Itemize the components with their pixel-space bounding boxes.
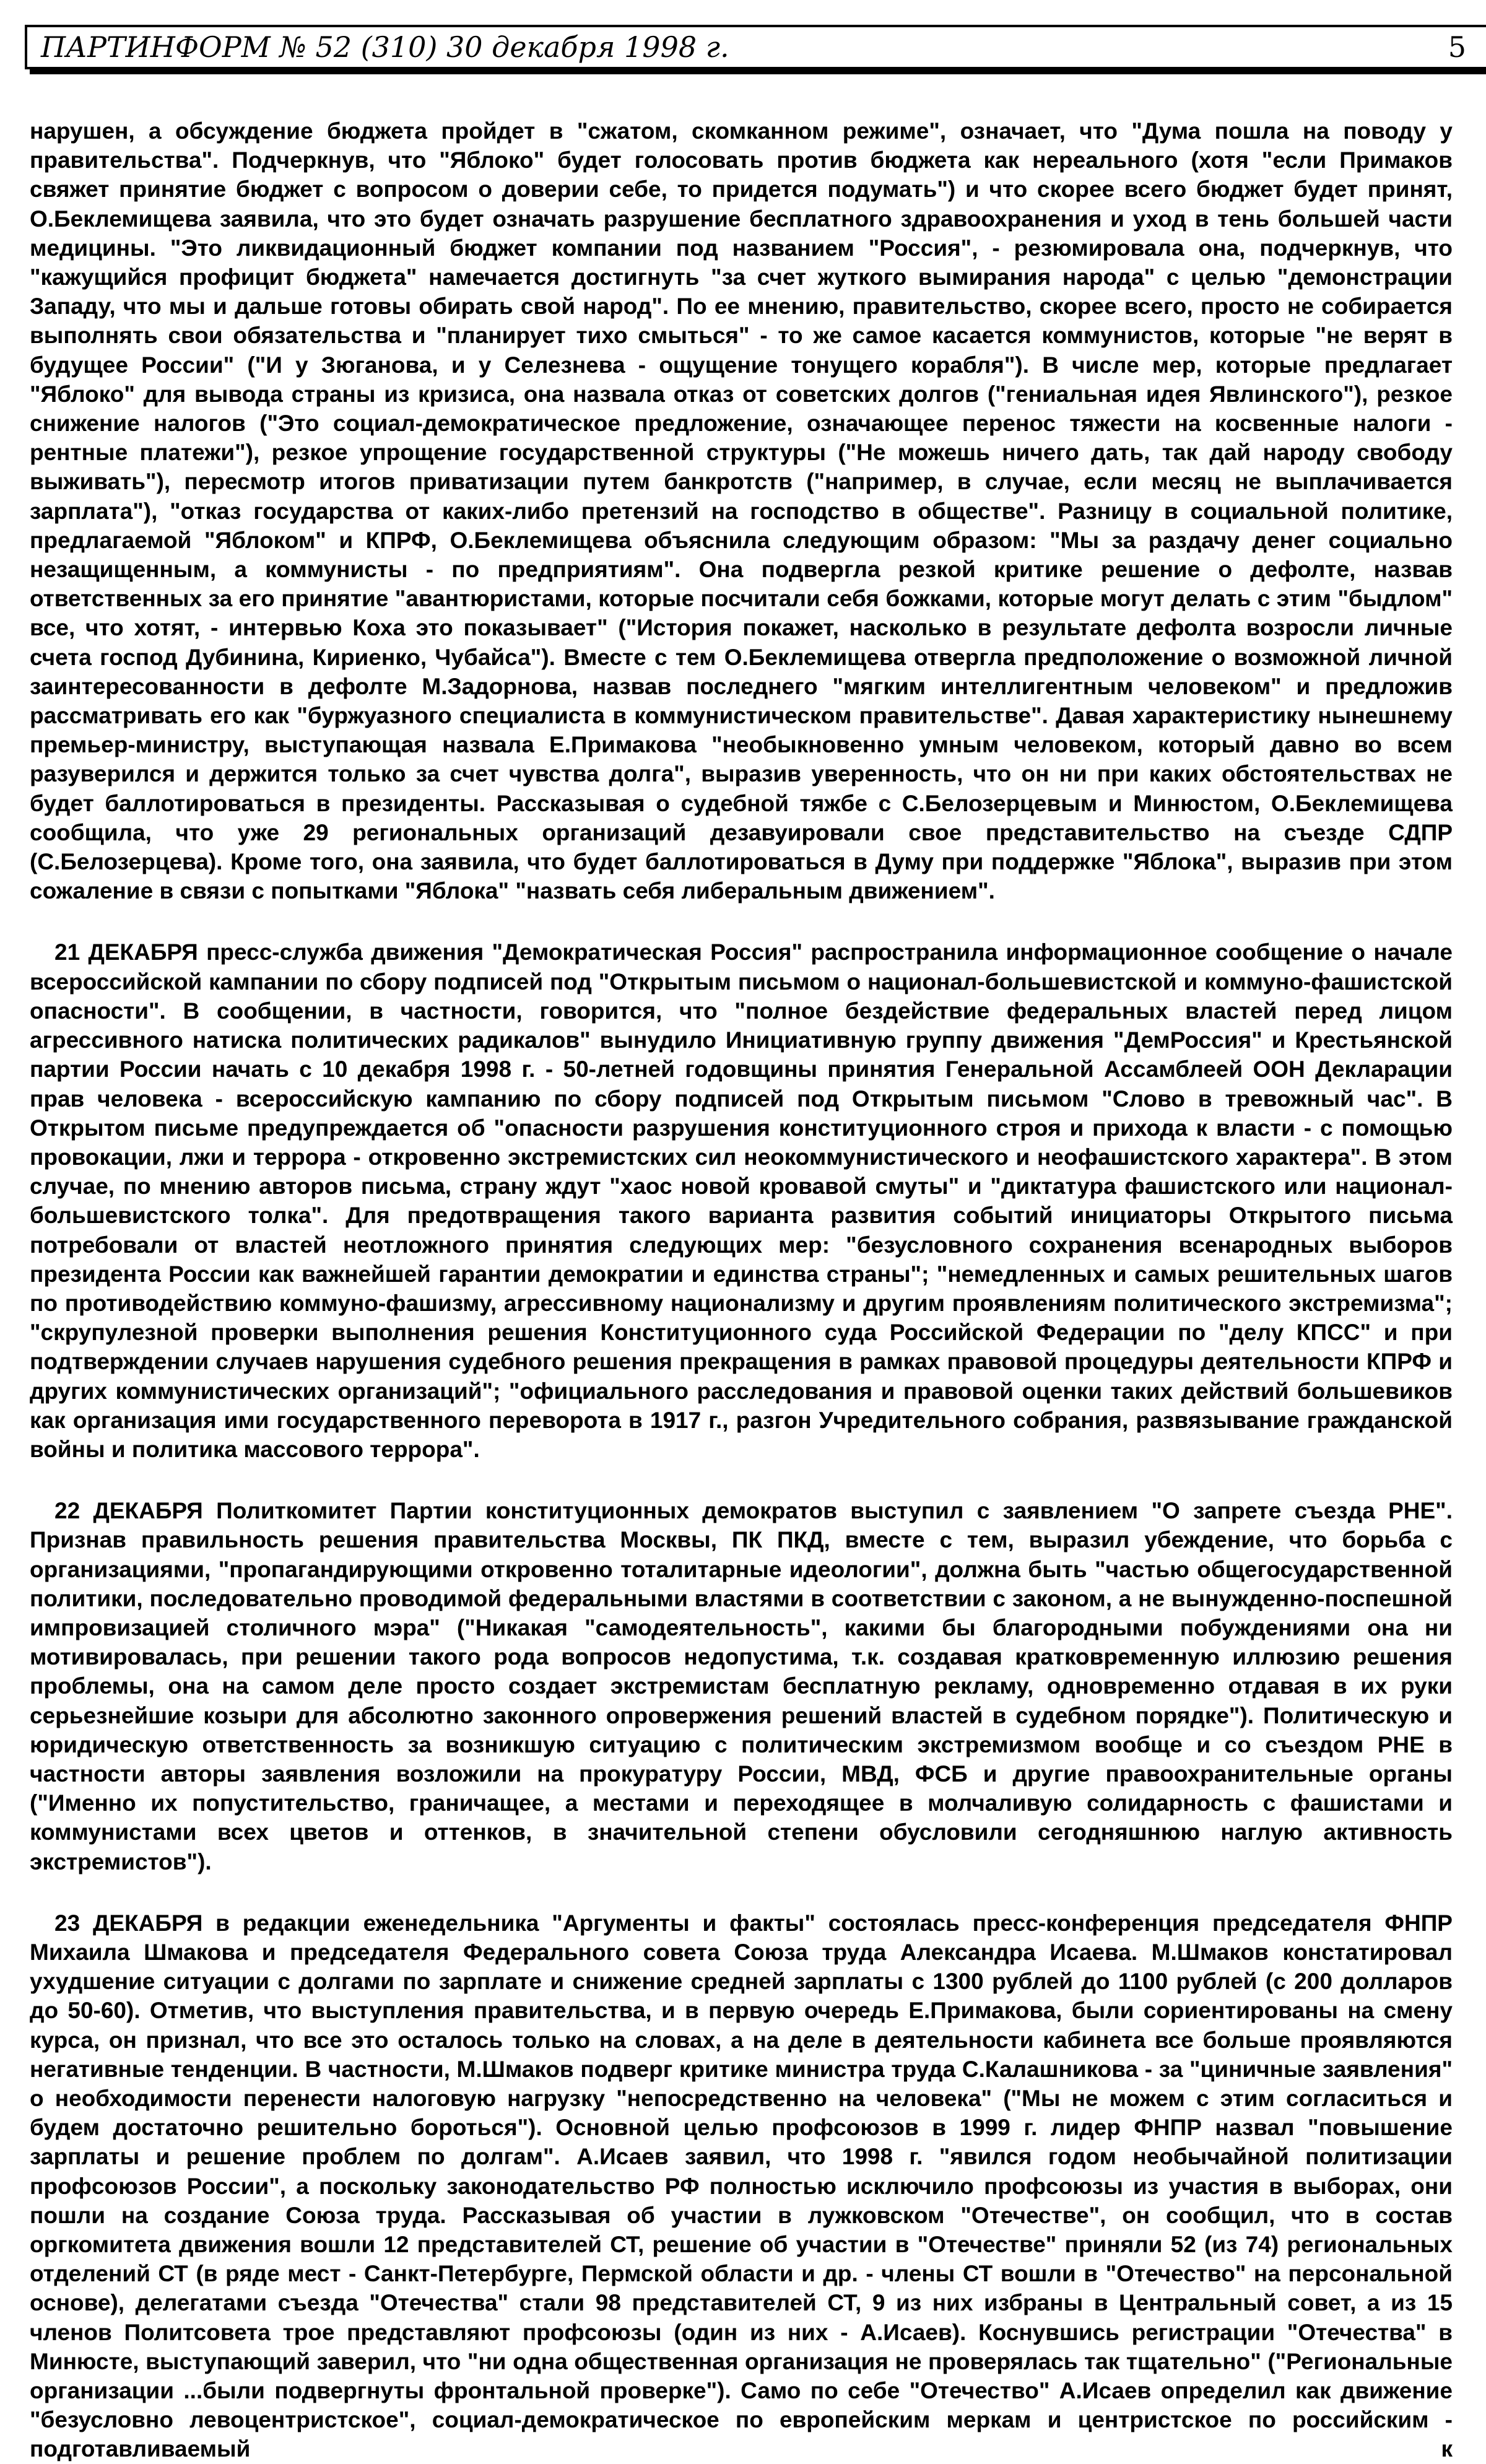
paragraph-dec-21: 21 ДЕКАБРЯ пресс-служба движения "Демократическая Россия" распространила информационное сообщение о начале всероссийской кампании по сбору подписей под "Открытым письмом о национал-большевистской и коммуно-фашистской опасности". В сообщении, в частности, говорится, что "полное бездействие федеральных властей перед лицом агрессивного натиска политических радикалов" вынудило Инициативную группу движения "ДемРоссия" и Крестьянской партии России начать с 10 декабря 1998 г. - 50-летней годовщины принятия Генеральной Ассамблеей ООН Декларации прав человека - всероссийскую кампанию по сбору подписей под Открытым письмом "Слово в тревожный час". В Открытом письме предупреждается об "опасности разрушения конституционного строя и прихода к власти - с помощью провокации, лжи и террора - откровенно экстремистских сил неокоммунистического и неофашистского характера". В этом случае, по мнению авторов письма, страну ждут "хаос новой кровавой смуты" и "диктатура фашистского или национал-большевистского толка". Для предотвращения такого варианта развития событий инициаторы Открытого письма потребовали от властей неотложного принятия следующих мер: "безусловного сохранения всенародных выборов президента России как важнейшей гарантии демократии и единства страны"; "немедленных и самых решительных шагов по противодействию коммуно-фашизму, агрессивному национализму и другим проявлениям политического экстремизма"; "скрупулезной проверки выполнения решения Конституционного суда Российской Федерации по "делу КПСС" и при подтверждении случаев нарушения судебного решения прекращения в рамках правовой процедуры деятельности КПРФ и других коммунистических организаций"; "официального расследования и правовой оценки таких действий большевиков как организация ими государственного переворота в 1917 г., разгон Учредительного собрания, развязывание гражданской войны и политика массового террора". <box>30 939 1453 1462</box>
paragraph-dec-23: 23 ДЕКАБРЯ в редакции еженедельника "Аргументы и факты" состоялась пресс-конференция председателя ФНПР Михаила Шмакова и председателя Федерального совета Союза труда Александра Исаева. М.Шмаков констатировал ухудшение ситуации с долгами по зарплате и снижение средней зарплаты с 1300 рублей до 1100 рублей (с 200 долларов до 50-60). Отметив, что выступления правительства, и в первую очередь Е.Примакова, были сориентированы на смену курса, он признал, что все это осталось только на словах, а на деле в деятельности кабинета все больше проявляются негативные тенденции. В частности, М.Шмаков подверг критике министра труда С.Калашникова - за "циничные заявления" о необходимости перенести налоговую нагрузку "непосредственно на человека" ("Мы не можем с этим согласиться и будем достаточно решительно бороться"). Основной целью профсоюзов в 1999 г. лидер ФНПР назвал "повышение зарплаты и решение проблем по долгам". А.Исаев заявил, что 1998 г. "явился годом необычайной политизации профсоюзов России", а поскольку законодательство РФ полностью исключило профсоюзы из участия в выборах, они пошли на создание Союза труда. Рассказывая об участии в лужковском "Отечестве", он сообщил, что в состав оргкомитета движения вошли 12 представителей СТ, решение об участии в "Отечестве" приняли 52 (из 74) региональных отделений СТ (в ряде мест - Санкт-Петербурге, Пермской области и др. - члены СТ вошли в "Отечество" на персональной основе), делегатами съезда "Отечества" стали 98 представителей СТ, 9 из них избраны в Центральный совет, а из 15 членов Политсовета трое представляют профсоюзы (один из них - А.Исаев). Коснувшись регистрации "Отечества" в Минюсте, выступающий заверил, что "ни одна общественная организация не проверялась так тщательно" ("Региональные организации ...были подвергнуты фронтальной проверке"). Само по себе "Отечество" А.Исаев определил как движение "безусловно левоцентристское", социал-демократическое по европейским меркам и центристское по российским - подготавливаемый к <box>30 1910 1453 2462</box>
paragraph-continuation: нарушен, а обсуждение бюджета пройдет в "сжатом, скомканном режиме", означает, что "Дума пошла на поводу у правительства". Подчеркнув, что "Яблоко" будет голосовать против бюджета как нереального (хотя "если Примаков свяжет принятие бюджет с вопросом о доверии себе, то придется подумать") и что скорее всего бюджет будет принят, О.Беклемищева заявила, что это будет означать разрушение бесплатного здравоохранения и уход в тень большей части медицины. "Это ликвидационный бюджет компании под названием "Россия", - резюмировала она, подчеркнув, что "кажущийся профицит бюджета" намечается достигнуть "за счет жуткого вымирания народа" с целью "демонстрации Западу, что мы и дальше готовы обирать свой народ". По ее мнению, правительство, скорее всего, просто не собирается выполнять свои обязательства и "планирует тихо смыться" - то же самое касается коммунистов, которые "не верят в будущее России" ("И у Зюганова, и у Селезнева - ощущение тонущего корабля"). В числе мер, которые предлагает "Яблоко" для вывода страны из кризиса, она назвала отказ от советских долгов ("гениальная идея Явлинского"), резкое снижение налогов ("Это социал-демократическое предложение, означающее перенос тяжести на косвенные налоги - рентные платежи"), резкое упрощение государственной структуры ("Не можешь ничего дать, так дай народу свободу выживать"), пересмотр итогов приватизации путем банкротств ("например, в случае, если месяц не выплачивается зарплата"), "отказ государства от каких-либо претензий на господство в обществе". Разницу в социальной политике, предлагаемой "Яблоком" и КПРФ, О.Беклемищева объяснила следующим образом: "Мы за раздачу денег социально незащищенным, а коммунисты - по предприятиям". Она подвергла резкой критике решение о дефолте, назвав ответственных за его принятие "авантюристами, которые посчитали себя божками, которые могут делать с этим "быдлом" все, что хотят, - интервью Коха это показывает" ("История покажет, насколько в результате дефолта возросли личные счета господ Дубинина, Кириенко, Чубайса"). Вместе с тем О.Беклемищева отвергла предположение о возможной личной заинтересованности в дефолте М.Задорнова, назвав последнего "мягким интеллигентным человеком" и предложив рассматривать его как "буржуазного специалиста в коммунистическом правительстве". Давая характеристику нынешнему премьер-министру, выступающая назвала Е.Примакова "необыкновенно умным человеком, который давно во всем разуверился и держится только за счет чувства долга", выразив уверенность, что он ни при каких обстоятельствах не будет баллотироваться в президенты. Рассказывая о судебной тяжбе с С.Белозерцевым и Минюстом, О.Беклемищева сообщила, что уже 29 региональных организаций дезавуировали свое представительство на съезде СДПР (С.Белозерцева). Кроме того, она заявила, что будет баллотироваться в Думу при поддержке "Яблока", выразив при этом сожаление в связи с попытками "Яблока" "назвать себя либеральным движением". <box>30 118 1453 904</box>
page-number: 5 <box>1448 30 1466 64</box>
publication-title: ПАРТИНФОРМ № 52 (310) 30 декабря 1998 г. <box>41 30 729 64</box>
article-body <box>30 116 1453 2464</box>
page-header <box>25 25 1486 69</box>
paragraph-dec-22: 22 ДЕКАБРЯ Политкомитет Партии конституционных демократов выступил с заявлением "О запрете съезда РНЕ". Признав правильность решения правительства Москвы, ПК ПКД, вместе с тем, выразил убеждение, что борьба с организациями, "пропагандирующими откровенно тоталитарные идеологии", должна быть "частью общегосударственной политики, последовательно проводимой федеральными властями в соответствии с законом, а не вынужденно-поспешной импровизацией столичного мэра" ("Никакая "самодеятельность", какими бы благородными побуждениями она ни мотивировалась, при решении такого рода вопросов недопустима, т.к. создавая кратковременную иллюзию решения проблемы, она на самом деле просто создает экстремистам бесплатную рекламу, одновременно отдавая в их руки серьезнейшие козыри для абсолютно законного опровержения решений властей в судебном порядке"). Политическую и юридическую ответственность за возникшую ситуацию с политическим экстремизмом вообще и со съездом РНЕ в частности авторы заявления возложили на прокуратуру России, МВД, ФСБ и другие правоохранительные органы ("Именно их попустительство, граничащее, а местами и переходящее в молчаливую солидарность с фашистами и коммунистами всех цветов и оттенков, в значительной степени обусловили сегодняшнюю наглую активность экстремистов"). <box>30 1498 1453 1874</box>
